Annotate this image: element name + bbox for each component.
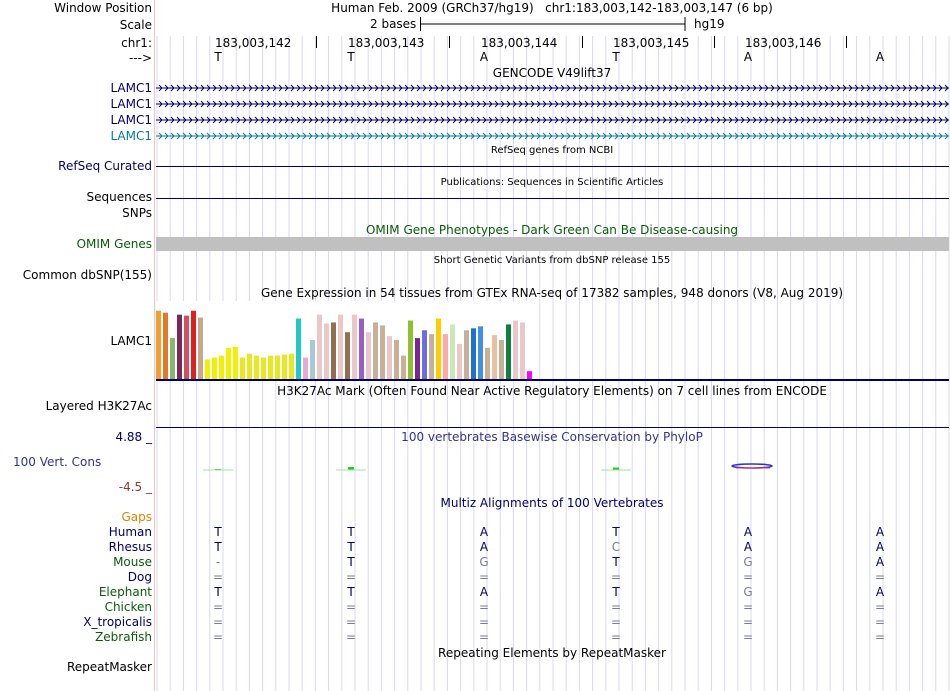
- refseq-track-label[interactable]: RefSeq Curated: [58, 159, 152, 173]
- aligned-base: =: [213, 630, 224, 644]
- gtex-tissue-bar[interactable]: [268, 356, 273, 379]
- gtex-tissue-bar[interactable]: [156, 311, 161, 379]
- aligned-base: =: [346, 570, 357, 584]
- gtex-tissue-bar[interactable]: [520, 322, 525, 379]
- reference-base: A: [743, 50, 753, 64]
- aligned-base: =: [346, 600, 357, 614]
- gtex-tissue-bar[interactable]: [394, 340, 399, 379]
- gtex-tissue-bar[interactable]: [352, 315, 357, 379]
- gtex-tissue-bar[interactable]: [226, 348, 231, 379]
- conservation-track-label[interactable]: 100 Vert. Cons: [13, 455, 102, 469]
- gencode-gene-label[interactable]: LAMC1: [110, 97, 152, 111]
- gtex-tissue-bar[interactable]: [415, 338, 420, 379]
- gtex-tissue-bar[interactable]: [359, 319, 364, 379]
- gtex-tissue-bar[interactable]: [380, 325, 385, 379]
- aligned-base: =: [743, 600, 754, 614]
- species-label[interactable]: Rhesus: [108, 540, 152, 554]
- aligned-base: =: [875, 630, 886, 644]
- scale-text: 2 bases: [370, 17, 417, 31]
- aligned-base: =: [213, 615, 224, 629]
- gtex-tissue-bar[interactable]: [310, 340, 315, 379]
- gtex-tissue-bar[interactable]: [401, 356, 406, 379]
- gtex-tissue-bar[interactable]: [471, 328, 476, 379]
- snps-track-label[interactable]: SNPs: [122, 206, 152, 220]
- gtex-tissue-bar[interactable]: [205, 360, 210, 380]
- aligned-base: A: [479, 585, 489, 599]
- gencode-track-title: GENCODE V49lift37: [492, 66, 612, 80]
- gtex-tissue-bar[interactable]: [282, 355, 287, 379]
- aligned-base: G: [743, 555, 753, 569]
- gencode-gene-label[interactable]: LAMC1: [110, 113, 152, 127]
- aligned-base: A: [743, 540, 753, 554]
- aligned-base: T: [214, 585, 222, 599]
- aligned-base: T: [612, 585, 620, 599]
- scale-bar: [420, 16, 688, 32]
- refseq-track-line: [156, 166, 949, 167]
- gtex-tissue-bar[interactable]: [485, 348, 490, 379]
- gtex-tissue-bar[interactable]: [499, 340, 504, 379]
- aligned-base: =: [743, 615, 754, 629]
- gencode-gene-label[interactable]: LAMC1: [110, 81, 152, 95]
- aligned-base: -: [215, 555, 221, 569]
- strand-label: --->: [128, 51, 152, 65]
- reference-base: T: [347, 50, 355, 64]
- gtex-tissue-bar[interactable]: [184, 316, 189, 379]
- gtex-tissue-bar[interactable]: [408, 321, 413, 380]
- gtex-tissue-bar[interactable]: [366, 332, 371, 379]
- species-label[interactable]: Mouse: [113, 555, 152, 569]
- gtex-tissue-bar[interactable]: [170, 338, 175, 379]
- gtex-tissue-bar[interactable]: [324, 323, 329, 379]
- gtex-baseline: [156, 379, 949, 381]
- aligned-base: A: [875, 540, 885, 554]
- gaps-label: Gaps: [121, 510, 152, 524]
- gtex-tissue-bar[interactable]: [464, 330, 469, 379]
- reference-base: A: [875, 50, 885, 64]
- aligned-base: =: [479, 630, 490, 644]
- aligned-base: =: [479, 615, 490, 629]
- repeatmasker-track-title: Repeating Elements by RepeatMasker: [438, 646, 666, 660]
- aligned-base: =: [875, 570, 886, 584]
- scale-db: hg19: [694, 17, 725, 31]
- aligned-base: T: [347, 555, 355, 569]
- aligned-base: T: [612, 555, 620, 569]
- gtex-tissue-bar[interactable]: [275, 356, 280, 379]
- conservation-plot: [156, 440, 949, 490]
- gtex-tissue-bar[interactable]: [198, 318, 203, 379]
- aligned-base: =: [479, 570, 490, 584]
- reference-base: T: [214, 50, 222, 64]
- aligned-base: =: [743, 630, 754, 644]
- gtex-tissue-bar[interactable]: [219, 356, 224, 379]
- aligned-base: =: [346, 630, 357, 644]
- gtex-tissue-bar[interactable]: [289, 354, 294, 379]
- aligned-base: T: [612, 525, 620, 539]
- aligned-base: A: [875, 555, 885, 569]
- conservation-max-label: 4.88 _: [115, 430, 152, 444]
- gtex-track-title: Gene Expression in 54 tissues from GTEx RNA-seq of 17382 samples, 948 donors (V8, Aug 2019): [260, 286, 844, 300]
- aligned-base: =: [479, 600, 490, 614]
- ruler-position: 183,003,146: [745, 36, 822, 50]
- aligned-base: =: [875, 600, 886, 614]
- gtex-tissue-bar[interactable]: [527, 371, 532, 379]
- gtex-tissue-bar[interactable]: [261, 358, 266, 379]
- gencode-gene-model[interactable]: [156, 113, 949, 127]
- gtex-tissue-bar[interactable]: [331, 322, 336, 379]
- gtex-tissue-bar[interactable]: [247, 354, 252, 379]
- aligned-base: T: [347, 540, 355, 554]
- repeatmasker-track-label[interactable]: RepeatMasker: [66, 660, 152, 674]
- gtex-tissue-bar[interactable]: [450, 324, 455, 379]
- species-label[interactable]: Human: [108, 525, 152, 539]
- gtex-tissue-bar[interactable]: [478, 326, 483, 379]
- gtex-tissue-bar[interactable]: [492, 335, 497, 379]
- species-label[interactable]: Dog: [127, 570, 152, 584]
- species-label[interactable]: Chicken: [104, 600, 152, 614]
- h3k27ac-track-label[interactable]: Layered H3K27Ac: [45, 399, 152, 413]
- gtex-tissue-bar[interactable]: [436, 319, 441, 379]
- ruler-tick: [449, 36, 450, 48]
- gtex-tissue-bar[interactable]: [345, 332, 350, 379]
- ruler-tick: [582, 36, 583, 48]
- assembly-title: Human Feb. 2009 (GRCh37/hg19) chr1:183,003,142-183,003,147 (6 bp): [331, 1, 773, 15]
- gtex-tissue-bar[interactable]: [338, 315, 343, 379]
- window-position-label: Window Position: [54, 1, 152, 15]
- aligned-base: G: [479, 555, 489, 569]
- species-label[interactable]: Elephant: [98, 585, 152, 599]
- gtex-tissue-bar[interactable]: [429, 334, 434, 379]
- gtex-tissue-bar[interactable]: [163, 313, 168, 379]
- ruler-position: 183,003,143: [348, 36, 425, 50]
- gtex-tissue-bar[interactable]: [317, 315, 322, 379]
- gtex-track-label[interactable]: LAMC1: [110, 334, 152, 348]
- reference-base: A: [479, 50, 489, 64]
- aligned-base: A: [875, 585, 885, 599]
- aligned-base: G: [743, 585, 753, 599]
- publications-track-subtitle: Publications: Sequences in Scientific Articles: [440, 177, 664, 188]
- aligned-base: A: [875, 525, 885, 539]
- gtex-tissue-bar[interactable]: [296, 319, 301, 379]
- aligned-base: T: [214, 525, 222, 539]
- ruler-tick: [846, 36, 847, 48]
- aligned-base: =: [346, 615, 357, 629]
- dbsnp-track-subtitle: Short Genetic Variants from dbSNP release 155: [433, 255, 671, 266]
- label-separator: [154, 0, 155, 691]
- ruler-tick: [316, 36, 317, 48]
- conservation-track-title: 100 vertebrates Basewise Conservation by PhyloP: [401, 430, 703, 444]
- aligned-base: T: [214, 540, 222, 554]
- gtex-tissue-bar[interactable]: [422, 330, 427, 379]
- aligned-base: =: [875, 615, 886, 629]
- gtex-tissue-bar[interactable]: [506, 324, 511, 379]
- omim-track-label[interactable]: OMIM Genes: [76, 237, 152, 251]
- ruler-position: 183,003,145: [613, 36, 690, 50]
- gtex-tissue-bar[interactable]: [191, 311, 196, 379]
- gtex-tissue-bar[interactable]: [240, 358, 245, 379]
- dbsnp-track-label[interactable]: Common dbSNP(155): [22, 268, 152, 282]
- aligned-base: =: [611, 600, 622, 614]
- ruler-tick: [714, 36, 715, 48]
- aligned-base: A: [479, 540, 489, 554]
- gtex-tissue-bar[interactable]: [233, 347, 238, 379]
- species-label[interactable]: Zebrafish: [95, 630, 152, 644]
- gencode-gene-model[interactable]: [156, 129, 949, 143]
- aligned-base: =: [611, 570, 622, 584]
- gtex-tissue-bar[interactable]: [443, 334, 448, 379]
- species-label[interactable]: X_tropicalis: [83, 615, 152, 629]
- aligned-base: =: [611, 615, 622, 629]
- h3k27ac-baseline: [156, 427, 949, 428]
- refseq-track-subtitle: RefSeq genes from NCBI: [490, 145, 614, 156]
- gencode-gene-model[interactable]: [156, 97, 949, 111]
- aligned-base: =: [213, 600, 224, 614]
- gtex-tissue-bar[interactable]: [387, 336, 392, 379]
- aligned-base: =: [611, 630, 622, 644]
- omim-phenotype-bar[interactable]: [156, 237, 949, 251]
- aligned-base: A: [479, 525, 489, 539]
- gtex-tissue-bar[interactable]: [177, 315, 182, 379]
- aligned-base: =: [743, 570, 754, 584]
- aligned-base: A: [743, 525, 753, 539]
- gtex-tissue-bar[interactable]: [373, 322, 378, 379]
- gtex-tissue-bar[interactable]: [212, 358, 217, 379]
- gtex-bar-chart[interactable]: [156, 300, 536, 380]
- conservation-min-label: -4.5 _: [118, 480, 152, 494]
- gtex-tissue-bar[interactable]: [457, 344, 462, 379]
- chrom-label: chr1:: [121, 36, 152, 50]
- gtex-tissue-bar[interactable]: [513, 321, 518, 380]
- reference-base: T: [612, 50, 620, 64]
- gtex-tissue-bar[interactable]: [254, 356, 259, 379]
- conservation-negative-mark: [732, 464, 772, 468]
- aligned-base: T: [347, 525, 355, 539]
- publications-track-label[interactable]: Sequences: [86, 190, 152, 204]
- h3k27ac-track-title: H3K27Ac Mark (Often Found Near Active Regulatory Elements) on 7 cell lines from ENCODE: [277, 384, 827, 398]
- aligned-base: =: [213, 570, 224, 584]
- publications-track-line: [156, 198, 949, 199]
- aligned-base: T: [347, 585, 355, 599]
- ruler-position: 183,003,144: [481, 36, 558, 50]
- gencode-gene-model[interactable]: [156, 81, 949, 95]
- aligned-base: C: [611, 540, 621, 554]
- multiz-track-title: Multiz Alignments of 100 Vertebrates: [440, 496, 664, 510]
- omim-track-title: OMIM Gene Phenotypes - Dark Green Can Be Disease-causing: [365, 223, 739, 237]
- ruler-position: 183,003,142: [215, 36, 292, 50]
- gtex-tissue-bar[interactable]: [303, 358, 308, 379]
- gencode-gene-label[interactable]: LAMC1: [110, 129, 152, 143]
- scale-label: Scale: [119, 18, 152, 32]
